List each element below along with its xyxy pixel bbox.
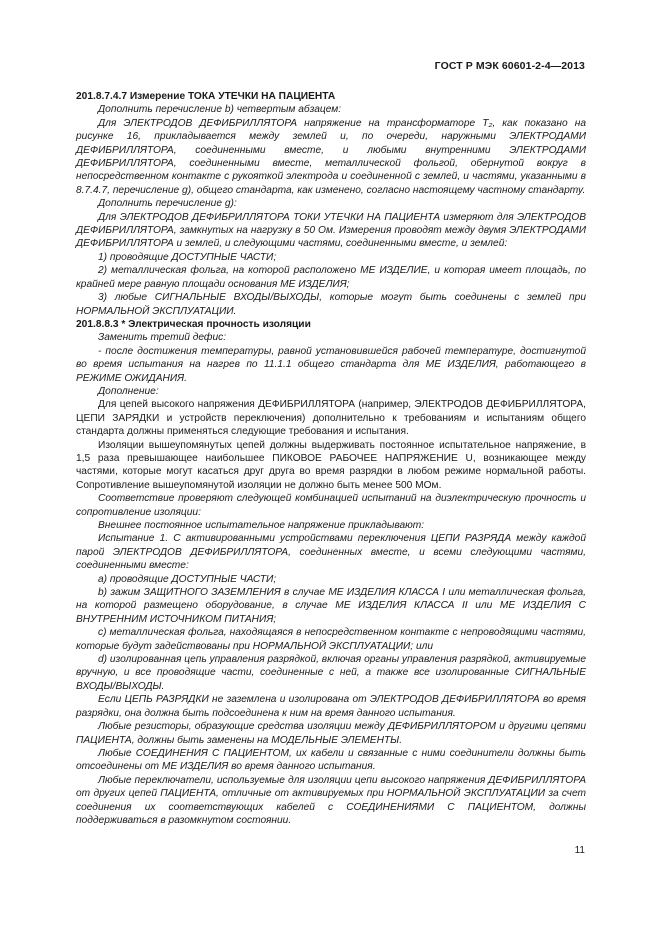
paragraph: Любые резисторы, образующие средства изоляции между ДЕФИБРИЛЛЯТОРОМ и другими цепями ПАЦИЕНТА, должны быть заменены на МОДЕЛЬНЫЕ ЭЛЕМЕНТЫ.: [76, 721, 586, 746]
paragraph: 2) металлическая фольга, на которой расположено МЕ ИЗДЕЛИЕ, и которая имеет площадь, по крайней мере равную площади основания МЕ ИЗДЕЛИЯ;: [76, 265, 586, 290]
paragraph: Любые СОЕДИНЕНИЯ С ПАЦИЕНТОМ, их кабели и связанные с ними соединители должны быть отсоединены от МЕ ИЗДЕЛИЯ во время данного испытания.: [76, 747, 586, 773]
paragraph: Дополнить перечисление g):: [98, 198, 237, 210]
page-number: 11: [574, 845, 585, 856]
paragraph: Для ЭЛЕКТРОДОВ ДЕФИБРИЛЛЯТОРА напряжение на трансформаторе T₂, как показано на рисунке 16, прикладывается между землей и, по очереди, наружными ЭЛЕКТРОДАМИ ДЕФИБРИЛЛЯТОРА, соединенными вместе, и любыми внутренними ЭЛЕКТРОДАМИ ДЕФИБРИЛЛЯТОРА, соединенными вместе, металлической фольгой, обернутой вокруг в непосредственном контакте с рукояткой электрода и соединенной с землей, и частями, указанными в 8.7.4.7, перечисление g), общего стандарта, как изменено, согласно настоящему частному стандарту.: [76, 117, 586, 196]
paragraph: Заменить третий дефис:: [98, 332, 227, 344]
paragraph: Если ЦЕПЬ РАЗРЯДКИ не заземлена и изолирована от ЭЛЕКТРОДОВ ДЕФИБРИЛЛЯТОРА во время разрядки, она должна быть подсоединена к ним на время данного испытания.: [76, 694, 586, 719]
paragraph: Для ЭЛЕКТРОДОВ ДЕФИБРИЛЛЯТОРА ТОКИ УТЕЧКИ НА ПАЦИЕНТА измеряют для ЭЛЕКТРОДОВ ДЕФИБРИЛЛЯТОРА, замкнутых на нагрузку в 50 Ом. Измерения проводят между двумя ЭЛЕКТРОДАМИ ДЕФИБРИЛЛЯТОРА и землей, и следующими частями, соединенными вместе, и землей:: [76, 211, 586, 250]
paragraph: Дополнение:: [98, 385, 159, 397]
paragraph: - после достижения температуры, равной установившейся рабочей температуре, достигнутой во время испытания на нагрев по 11.1.1 общего стандарта для МЕ ИЗДЕЛИЯ, работающего в РЕЖИМЕ ОЖИДАНИЯ.: [76, 345, 586, 384]
paragraph: b) зажим ЗАЩИТНОГО ЗАЗЕМЛЕНИЯ в случае МЕ ИЗДЕЛИЯ КЛАССА I или металлическая фольга, на которой размещено оборудование, в случае МЕ ИЗДЕЛИЯ КЛАССА II или МЕ ИЗДЕЛИЯ С ВНУТРЕННИМ ИСТОЧНИКОМ ПИТАНИЯ;: [76, 587, 586, 625]
section-heading: 201.8.7.4.7 Измерение ТОКА УТЕЧКИ НА ПАЦИЕНТА: [76, 91, 336, 102]
paragraph: Испытание 1. С активированными устройствами переключения ЦЕПИ РАЗРЯДА между каждой парой ЭЛЕКТРОДОВ ДЕФИБРИЛЛЯТОРА, соединенных вместе, и всеми следующими частями, соединенными вместе:: [76, 533, 586, 572]
paragraph: Изоляции вышеупомянутых цепей должны выдерживать постоянное испытательное напряжение, в 1,5 раза превышающее наибольшее ПИКОВОЕ РАБОЧЕЕ НАПРЯЖЕНИЕ U, возникающее между частями, которые могут касаться друг друга во время разрядки в любом режиме нормальной работы. Сопротивление вышеупомянутой изоляции не должно быть менее 500 МОм.: [76, 439, 586, 491]
document-id-header: ГОСТ Р МЭК 60601-2-4—2013: [434, 60, 585, 72]
section-heading: 201.8.8.3 * Электрическая прочность изоляции: [76, 318, 311, 330]
paragraph: d) изолированная цепь управления разрядкой, включая органы управления разрядкой, активируемые вручную, и все проводящие части, соединенные с ней, а также все изолированные СИГНАЛЬНЫЕ ВХОДЫ/ВЫХОДЫ.: [76, 654, 586, 692]
paragraph: Любые переключатели, используемые для изоляции цепи высокого напряжения ДЕФИБРИЛЛЯТОРА от других цепей ПАЦИЕНТА, отличные от активируемых при НОРМАЛЬНОЙ ЭКСПЛУАТАЦИИ за счет соединения их соответствующих кабелей с СОЕДИНЕНИЯМИ С ПАЦИЕНТОМ, должны поддерживаться в разомкнутом состоянии.: [76, 774, 586, 826]
document-body: [76, 90, 586, 827]
paragraph: Внешнее постоянное испытательное напряжение прикладывают:: [98, 520, 425, 531]
paragraph: 1) проводящие ДОСТУПНЫЕ ЧАСТИ;: [98, 251, 277, 263]
paragraph: а) проводящие ДОСТУПНЫЕ ЧАСТИ;: [98, 573, 277, 585]
paragraph: с) металлическая фольга, находящаяся в непосредственном контакте с непроводящими частями, которые будут задействованы при НОРМАЛЬНОЙ ЭКСПЛУАТАЦИИ; или: [76, 627, 586, 652]
paragraph: Соответствие проверяют следующей комбинацией испытаний на диэлектрическую прочность и сопротивление изоляции:: [76, 493, 586, 518]
paragraph: 3) любые СИГНАЛЬНЫЕ ВХОДЫ/ВЫХОДЫ, которые могут быть соединены с землей при НОРМАЛЬНОЙ ЭКСПЛУАТАЦИИ.: [76, 292, 586, 317]
paragraph: Для цепей высокого напряжения ДЕФИБРИЛЛЯТОРА (например, ЭЛЕКТРОДОВ ДЕФИБРИЛЛЯТОРА, ЦЕПИ ЗАРЯДКИ и устройств переключения) дополнительно к требованиям и испытаниям общего стандарта должны применяться следующие требования и испытания.: [76, 399, 586, 438]
paragraph: Дополнить перечисление b) четвертым абзацем:: [98, 104, 342, 116]
